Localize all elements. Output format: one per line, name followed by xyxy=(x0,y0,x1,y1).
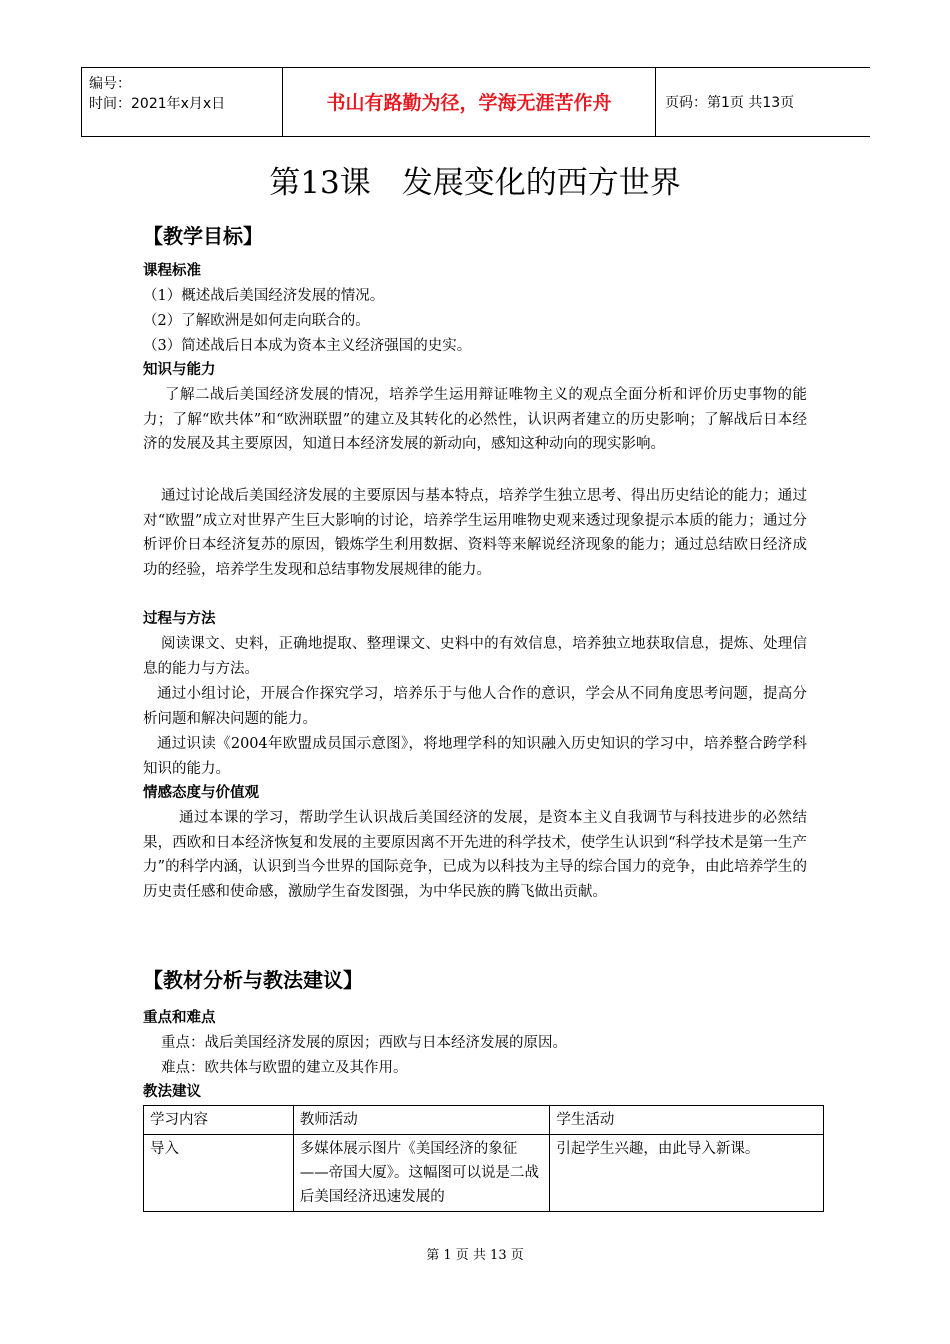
knowledge-heading: 知识与能力 xyxy=(143,362,216,378)
curriculum-item: （2）了解欧洲是如何走向联合的。 xyxy=(143,313,370,329)
header-meta xyxy=(89,74,225,114)
header-page-info: 页码：第1页 共13页 xyxy=(665,95,795,111)
curriculum-item: （3）简述战后日本成为资本主义经济强国的史实。 xyxy=(143,338,472,354)
serial-label: 编号： xyxy=(89,76,131,92)
curriculum-item: （1）概述战后美国经济发展的情况。 xyxy=(143,288,385,304)
table-cell: 导入 xyxy=(144,1135,294,1212)
emotion-heading: 情感态度与价值观 xyxy=(143,785,259,801)
difficult-point: 难点：欧共体与欧盟的建立及其作用。 xyxy=(161,1060,408,1076)
process-paragraph: 通过识读《2004年欧盟成员国示意图》，将地理学科的知识融入历史知识的学习中，培养整合跨学科知识的能力。 xyxy=(143,736,807,777)
curriculum-heading: 课程标准 xyxy=(143,263,201,279)
emotion-paragraph: 通过本课的学习，帮助学生认识战后美国经济的发展，是资本主义自我调节与科技进步的必然结果，西欧和日本经济恢复和发展的主要原因离不开先进的科学技术，使学生认识到“科学技术是第一生产力”的科学内涵，认识到当今世界的国际竞争，已成为以科技为主导的综合国力的竞争，由此培养学生的历史责任感和使命感，激励学生奋发图强，为中华民族的腾飞做出贡献。 xyxy=(143,810,807,900)
header-motto: 书山有路勤为径，学海无涯苦作舟 xyxy=(326,92,612,114)
time-label: 时间：2021年x月x日 xyxy=(89,96,226,112)
process-paragraph: 通过小组讨论，开展合作探究学习，培养乐于与他人合作的意识，学会从不同角度思考问题，提高分析问题和解决问题的能力。 xyxy=(143,686,807,727)
method-table xyxy=(143,1105,824,1212)
knowledge-paragraph: 通过讨论战后美国经济发展的主要原因与基本特点，培养学生独立思考、得出历史结论的能力；通过对“欧盟”成立对世界产生巨大影响的讨论，培养学生运用唯物史观来透过现象提示本质的能力；通过分析评价日本经济复苏的原因，锻炼学生利用数据、资料等来解说经济现象的能力；通过总结欧日经济成功的经验，培养学生发现和总结事物发展规律的能力。 xyxy=(143,488,807,578)
keypoints-heading: 重点和难点 xyxy=(143,1010,216,1026)
knowledge-paragraph: 了解二战后美国经济发展的情况，培养学生运用辩证唯物主义的观点全面分析和评价历史事物的能力；了解“欧共体”和“欧洲联盟”的建立及其转化的必然性，认识两者建立的历史影响；了解战后日本经济的发展及其主要原因，知道日本经济发展的新动向，感知这种动向的现实影响。 xyxy=(143,387,807,452)
table-header-cell: 学生活动 xyxy=(550,1106,824,1135)
page-footer: 第 1 页 共 13 页 xyxy=(426,1248,524,1263)
key-point: 重点：战后美国经济发展的原因；西欧与日本经济发展的原因。 xyxy=(161,1035,567,1051)
objectives-heading: 【教学目标】 xyxy=(143,224,263,248)
table-cell: 多媒体展示图片《美国经济的象征——帝国大厦》。这幅图可以说是二战后美国经济迅速发展的 xyxy=(293,1135,550,1212)
table-row xyxy=(144,1135,824,1212)
header-divider xyxy=(81,68,82,136)
table-header-row xyxy=(144,1106,824,1135)
method-heading: 教法建议 xyxy=(143,1084,201,1100)
analysis-heading: 【教材分析与教法建议】 xyxy=(143,968,363,992)
table-header-cell: 学习内容 xyxy=(144,1106,294,1135)
process-paragraph: 阅读课文、史料，正确地提取、整理课文、史料中的有效信息，培养独立地获取信息，提炼、处理信息的能力与方法。 xyxy=(143,636,807,677)
header-divider xyxy=(655,68,656,136)
process-heading: 过程与方法 xyxy=(143,611,216,627)
table-header-cell: 教师活动 xyxy=(293,1106,550,1135)
table-cell: 引起学生兴趣，由此导入新课。 xyxy=(550,1135,824,1212)
lesson-title: 第13课 发展变化的西方世界 xyxy=(269,165,681,201)
page-header xyxy=(81,67,870,137)
